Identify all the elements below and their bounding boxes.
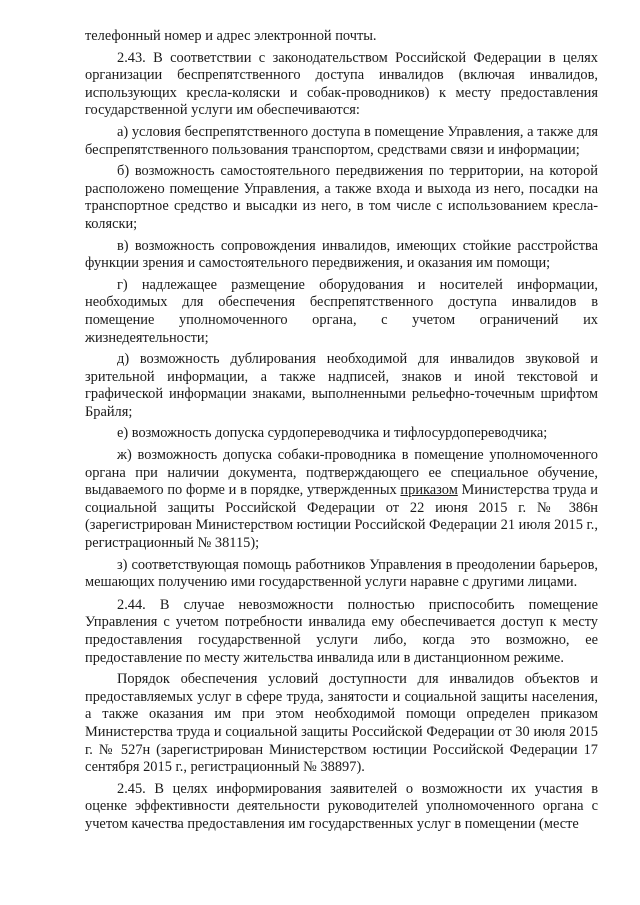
list-item-e: е) возможность допуска сурдопереводчика и тифлосурдопереводчика; <box>117 425 548 442</box>
list-item-zh-text-end: Министерства труда и социальной защиты Российской Федерации от 22 июня 2015 г. № 386н (зарегистрирован Министерством юстиции Российской Федерации 21 июля 2015 г., регистрационный № 38115); <box>85 482 598 552</box>
list-item-zh-text-start: ж) возможность допуска собаки-проводника в помещение уполномоченного органа при наличии документа, подтверждающего ее специальное обучение, выдаваемого по форме и в порядке, утвержденных <box>85 447 598 499</box>
order-link[interactable]: приказом <box>400 482 458 499</box>
list-item-v: в) возможность сопровождения инвалидов, имеющих стойкие расстройства функции зрения и самостоятельного передвижения, и оказания им помощи; <box>85 237 598 272</box>
paragraph-2-43: 2.43. В соответствии с законодательством Российской Федерации в целях организации беспрепятственного доступа инвалидов (включая инвалидов, использующих кресла-коляски и собак-проводников) к месту предоставления государственной услуги им обеспечиваются: <box>85 49 598 119</box>
paragraph-contact-continuation: телефонный номер и адрес электронной почты. <box>85 28 377 44</box>
list-item-zh <box>85 447 598 553</box>
document-page <box>85 28 598 838</box>
list-item-z: з) соответствующая помощь работников Управления в преодолении барьеров, мешающих получению ими государственной услуги наравне с другими лицами. <box>85 556 598 591</box>
list-item-a: а) условия беспрепятственного доступа в помещение Управления, а также для беспрепятственного пользования транспортом, средствами связи и информации; <box>85 123 598 158</box>
list-item-d: д) возможность дублирования необходимой для инвалидов звуковой и зрительной информации, а также надписей, знаков и иной текстовой и графической информации знаками, выполненными рельефно-точечным шрифтом Брайля; <box>85 351 598 420</box>
list-item-b: б) возможность самостоятельного передвижения по территории, на которой расположено помещение Управления, а также входа и выхода из него, посадки на транспортное средство и высадки из него, в том числе с использованием кресла-коляски; <box>85 163 598 232</box>
paragraph-2-45: 2.45. В целях информирования заявителей о возможности их участия в оценке эффективности деятельности руководителей уполномоченного органа с учетом качества предоставления им государственных услуг в помещении (месте <box>85 780 598 832</box>
paragraph-2-44: 2.44. В случае невозможности полностью приспособить помещение Управления с учетом потребности инвалида ему обеспечивается доступ к месту предоставления государственной услуги либо, когда это возможно, ее предоставление по месту жительства инвалида или в дистанционном режиме. <box>85 596 598 666</box>
paragraph-accessibility-order: Порядок обеспечения условий доступности для инвалидов объектов и предоставляемых услуг в сфере труда, занятости и социальной защиты населения, а также оказания им при этом необходимой помощи определен приказом Министерства труда и социальной защиты Российской Федерации от 30 июля 2015 г. № 527н (зарегистрирован Министерством юстиции Российской Федерации 17 сентября 2015 г., регистрационный № 38897). <box>85 671 598 776</box>
list-item-g: г) надлежащее размещение оборудования и носителей информации, необходимых для обеспечения беспрепятственного доступа инвалидов в помещение уполномоченного органа, с учетом ограничений их жизнедеятельности; <box>85 276 598 346</box>
